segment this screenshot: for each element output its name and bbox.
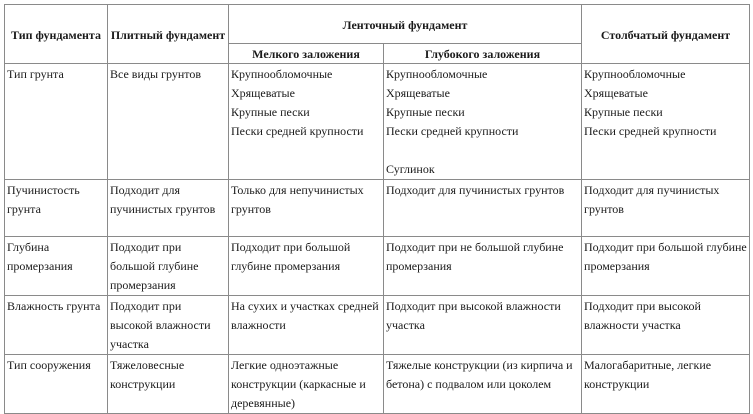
soil-list-item: Крупнообломочные bbox=[584, 67, 686, 81]
cell-columnar-structure-type: Малогабаритные, легкие конструкции bbox=[582, 355, 750, 414]
cell-slab-frost-heave: Подходит для пучинистых грунтов bbox=[108, 180, 229, 237]
cell-shallow-structure-type: Легкие одноэтажные конструкции (каркасные и деревянные) bbox=[229, 355, 384, 414]
soil-list-item: Крупные пески bbox=[584, 105, 663, 119]
row-label-soil-moisture: Влажность грунта bbox=[5, 296, 108, 355]
cell-slab-soil-type: Все виды грунтов bbox=[108, 64, 229, 180]
spacer bbox=[386, 141, 579, 160]
row-label-frost-heave: Пучинистость грунта bbox=[5, 180, 108, 237]
row-label-soil-type: Тип грунта bbox=[5, 64, 108, 180]
row-label-structure-type: Тип сооружения bbox=[5, 355, 108, 414]
header-foundation-type: Тип фундамента bbox=[5, 5, 108, 64]
foundation-comparison-table bbox=[4, 4, 750, 414]
table-row-frost-heave bbox=[5, 180, 750, 237]
soil-list-item: Крупные пески bbox=[386, 105, 465, 119]
soil-list-item: Суглинок bbox=[386, 162, 435, 176]
soil-list-item: Хрящеватые bbox=[386, 86, 450, 100]
soil-list-item: Пески средней крупности bbox=[386, 124, 519, 138]
soil-list-item: Пески средней крупности bbox=[231, 124, 364, 138]
table-row-structure-type bbox=[5, 355, 750, 414]
header-strip-foundation: Ленточный фундамент bbox=[229, 5, 582, 44]
table-row-freezing-depth bbox=[5, 237, 750, 296]
soil-list-item: Хрящеватые bbox=[584, 86, 648, 100]
cell-columnar-freezing-depth: Подходит при большой глубине промерзания bbox=[582, 237, 750, 296]
cell-columnar-soil-moisture: Подходит при высокой влажности участка bbox=[582, 296, 750, 355]
cell-slab-structure-type: Тяжеловесные конструкции bbox=[108, 355, 229, 414]
soil-list-item: Крупнообломочные bbox=[386, 67, 488, 81]
cell-deep-structure-type: Тяжелые конструкции (из кирпича и бетона) с подвалом или цоколем bbox=[384, 355, 582, 414]
cell-deep-freezing-depth: Подходит при не большой глубине промерзания bbox=[384, 237, 582, 296]
cell-shallow-freezing-depth: Подходит при большой глубине промерзания bbox=[229, 237, 384, 296]
soil-list-item: Хрящеватые bbox=[231, 86, 295, 100]
cell-deep-soil-moisture: Подходит при высокой влажности участка bbox=[384, 296, 582, 355]
cell-shallow-soil-type bbox=[229, 64, 384, 180]
table-row-soil-type bbox=[5, 64, 750, 180]
cell-deep-soil-type bbox=[384, 64, 582, 180]
cell-shallow-soil-moisture: На сухих и участках средней влажности bbox=[229, 296, 384, 355]
soil-list-item: Крупные пески bbox=[231, 105, 310, 119]
soil-list-item: Пески средней крупности bbox=[584, 124, 717, 138]
cell-deep-frost-heave: Подходит для пучинистых грунтов bbox=[384, 180, 582, 237]
table-row-soil-moisture bbox=[5, 296, 750, 355]
cell-columnar-frost-heave: Подходит для пучинистых грунтов bbox=[582, 180, 750, 237]
cell-slab-soil-moisture: Подходит при высокой влажности участка bbox=[108, 296, 229, 355]
cell-slab-freezing-depth: Подходит при большой глубине промерзания bbox=[108, 237, 229, 296]
cell-shallow-frost-heave: Только для непучинистых грунтов bbox=[229, 180, 384, 237]
header-slab-foundation: Плитный фундамент bbox=[108, 5, 229, 64]
row-label-freezing-depth: Глубина промерзания bbox=[5, 237, 108, 296]
soil-list-item: Крупнообломочные bbox=[231, 67, 333, 81]
header-columnar-foundation: Столбчатый фундамент bbox=[582, 5, 750, 64]
header-strip-shallow: Мелкого заложения bbox=[229, 44, 384, 64]
header-strip-deep: Глубокого заложения bbox=[384, 44, 582, 64]
cell-columnar-soil-type bbox=[582, 64, 750, 180]
